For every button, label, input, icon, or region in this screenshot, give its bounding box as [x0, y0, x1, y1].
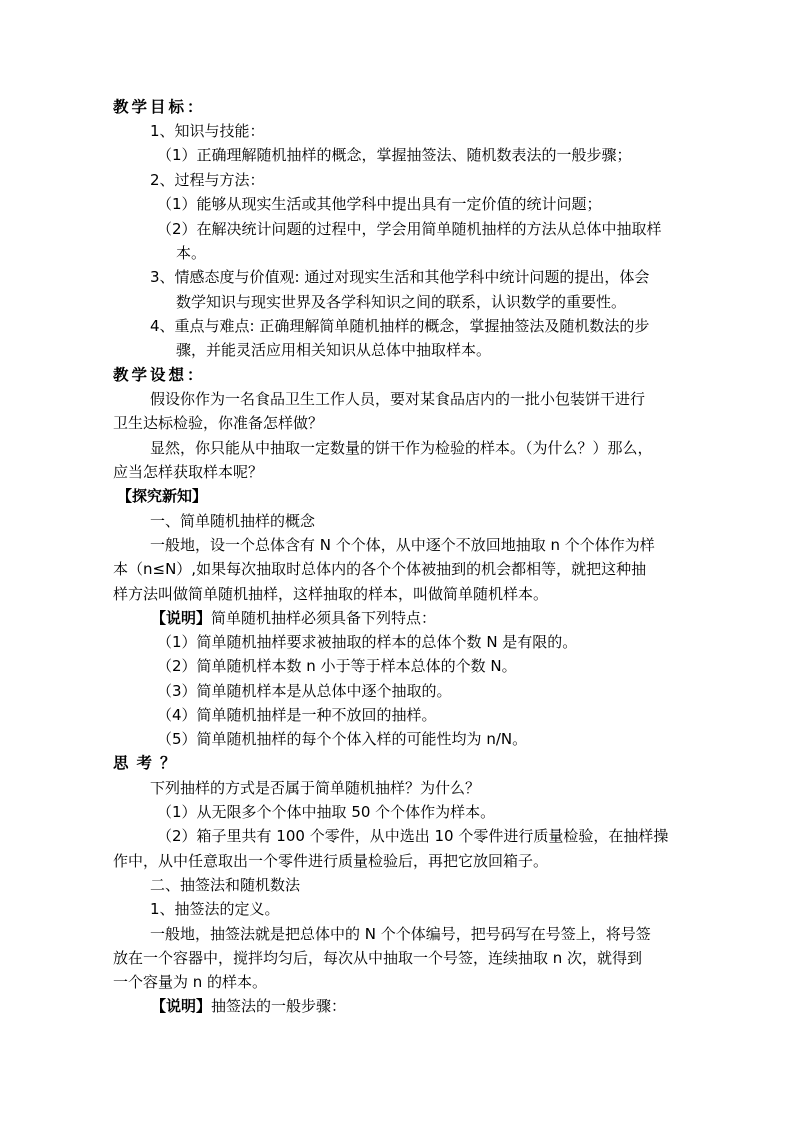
think-q2-b: 作中，从中任意取出一个零件进行质量检验后，再把它放回箱子。	[113, 852, 549, 870]
design-p2-a: 显然，你只能从中抽取一定数量的饼干作为检验的样本。（为什么？）那么，	[150, 439, 653, 457]
goals-title: 教学目标：	[113, 98, 206, 116]
explore-heading-1: 一、简单随机抽样的概念	[150, 512, 316, 530]
goal-item-2: 2、过程与方法：	[150, 171, 265, 189]
lottery-def-title: 1、抽签法的定义。	[150, 900, 280, 918]
feature-item: （4）简单随机抽样是一种不放回的抽样。	[157, 706, 437, 724]
think-q1: （1）从无限多个个体中抽取 50 个个体作为样本。	[157, 803, 496, 821]
goal-item-4-b: 骤，并能灵活应用相关知识从总体中抽取样本。	[176, 341, 492, 359]
explore-title: 【探究新知】	[117, 487, 208, 505]
goal-item-2-sub-1: （1）能够从现实生活或其他学科中提出具有一定价值的统计问题；	[157, 195, 602, 213]
design-p1-b: 卫生达标检验，你准备怎样做？	[113, 414, 324, 432]
goal-item-2-sub-2-a: （2）在解决统计问题的过程中，学会用简单随机抽样的方法从总体中抽取样	[157, 220, 662, 238]
feature-item: （3）简单随机样本是从总体中逐个抽取的。	[157, 682, 452, 700]
feature-item: （5）简单随机抽样的每个个体入样的可能性均为 n/N。	[157, 730, 528, 748]
goal-item-1: 1、知识与技能：	[150, 122, 265, 140]
design-p2-b: 应当怎样获取样本呢？	[113, 463, 264, 481]
think-title: 思考？	[113, 754, 184, 772]
think-q2-a: （2）箱子里共有 100 个零件，从中选出 10 个零件进行质量检验，在抽样操	[157, 827, 669, 845]
lottery-heading: 二、抽签法和随机数法	[150, 876, 301, 894]
feature-item: （1）简单随机抽样要求被抽取的样本的总体个数 N 是有限的。	[157, 633, 578, 651]
lottery-def-a: 一般地，抽签法就是把总体中的 N 个个体编号，把号码写在号签上，将号签	[150, 925, 651, 943]
feature-item: （2）简单随机样本数 n 小于等于样本总体的个数 N。	[157, 657, 517, 675]
note-text: 抽签法的一般步骤：	[211, 997, 347, 1015]
goal-item-3-b: 数学知识与现实世界及各学科知识之间的联系，认识数学的重要性。	[176, 293, 627, 311]
lottery-def-c: 一个容量为 n 的样本。	[113, 973, 268, 991]
definition-line-c: 样方法叫做简单随机抽样，这样抽取的样本，叫做简单随机样本。	[113, 585, 549, 603]
goal-item-1-sub-1: （1）正确理解随机抽样的概念，掌握抽签法、随机数表法的一般步骤；	[157, 146, 632, 164]
goal-item-4-a: 4、重点与难点: 正确理解简单随机抽样的概念，掌握抽签法及随机数法的步	[150, 317, 650, 335]
note-text: 简单随机抽样必须具备下列特点：	[211, 609, 437, 627]
explore-note	[151, 608, 436, 628]
goal-item-3-a: 3、情感态度与价值观: 通过对现实生活和其他学科中统计问题的提出，体会	[150, 268, 650, 286]
goal-item-2-sub-2-b: 本。	[176, 244, 207, 262]
design-title: 教学设想：	[113, 366, 206, 384]
note-label: 【说明】	[151, 997, 212, 1015]
definition-line-a: 一般地，设一个总体含有 N 个个体，从中逐个不放回地抽取 n 个个体作为样	[150, 536, 655, 554]
design-p1-a: 假设你作为一名食品卫生工作人员，要对某食品店内的一批小包装饼干进行	[150, 390, 646, 408]
definition-line-b: 本（n≤N）,如果每次抽取时总体内的各个个体被抽到的机会都相等，就把这种抽	[113, 560, 647, 578]
think-question: 下列抽样的方式是否属于简单随机抽样？为什么？	[150, 779, 481, 797]
lottery-note	[151, 996, 346, 1016]
note-label: 【说明】	[151, 609, 212, 627]
lottery-def-b: 放在一个容器中，搅拌均匀后，每次从中抽取一个号签，连续抽取 n 次，就得到	[113, 949, 643, 967]
